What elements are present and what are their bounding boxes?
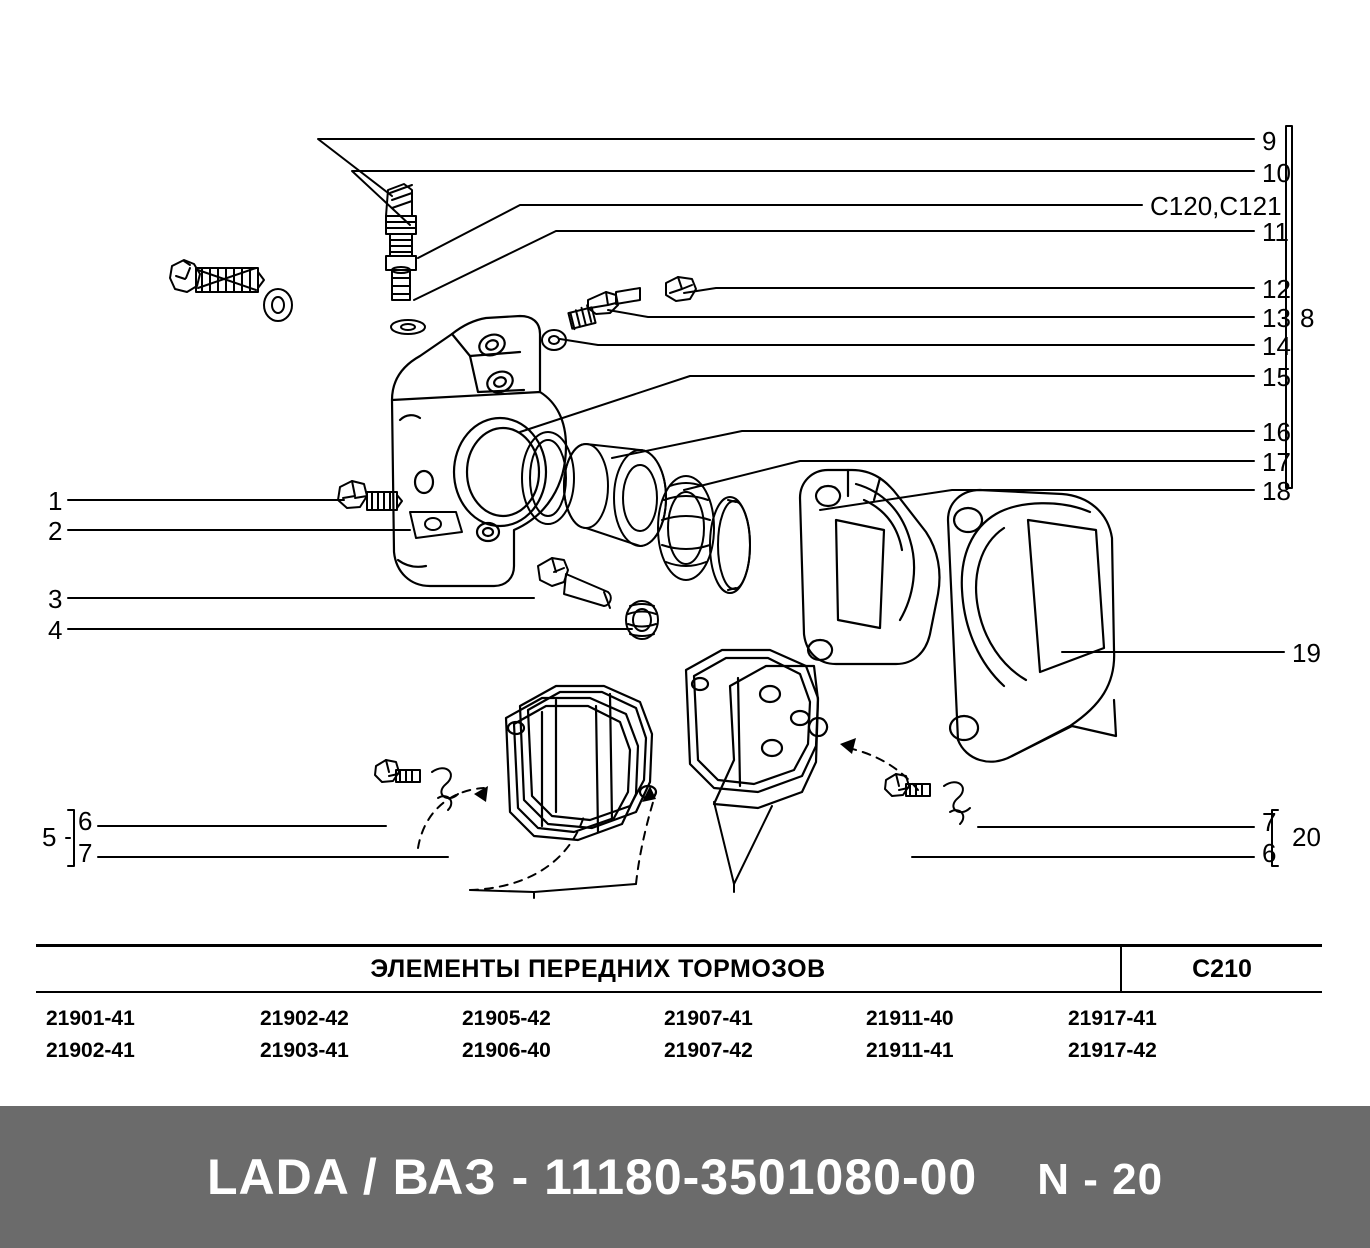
callout-6-right: 6: [1262, 838, 1277, 868]
footer-brand-code: LADA / ВАЗ - 11180-3501080-00: [206, 1149, 978, 1205]
table-row: [36, 1003, 1322, 1035]
part-number: 21903-41: [260, 1039, 349, 1062]
part-number: 21911-40: [866, 1007, 954, 1030]
callout-1: 1: [48, 486, 63, 516]
callout-13: 13: [1262, 303, 1291, 333]
part-number: 21911-41: [866, 1039, 954, 1062]
callout-15: 15: [1262, 362, 1291, 392]
callout-18: 18: [1262, 476, 1291, 506]
parts-table: [36, 944, 1322, 1067]
callout-10: 10: [1262, 158, 1291, 188]
part-number: 21901-41: [46, 1007, 135, 1030]
section-code: C210: [1120, 947, 1322, 991]
callout-3: 3: [48, 584, 63, 614]
table-row: [36, 1035, 1322, 1067]
callout-7-left: 7: [78, 838, 93, 868]
callout-20: 20: [1292, 822, 1321, 852]
part-number: 21917-41: [1068, 1007, 1157, 1030]
callout-2: 2: [48, 516, 63, 546]
callout-7-right: 7: [1262, 807, 1277, 837]
callout-9: 9: [1262, 126, 1277, 156]
callout-5: 5: [42, 822, 57, 852]
table-body: [36, 993, 1322, 1067]
callout-4: 4: [48, 615, 63, 645]
callout-17: 17: [1262, 447, 1291, 477]
callout-19: 19: [1292, 638, 1321, 668]
callout-12: 12: [1262, 274, 1291, 304]
callout-6-left: 6: [78, 806, 93, 836]
callout-11: 11: [1262, 217, 1289, 247]
footer-bar: [0, 1106, 1370, 1248]
part-number: 21917-42: [1068, 1039, 1157, 1062]
table-title-row: [36, 947, 1322, 993]
part-number: 21907-42: [664, 1039, 753, 1062]
footer-content: [207, 1148, 1163, 1206]
part-number: 21906-40: [462, 1039, 551, 1062]
callout-8: 8: [1300, 303, 1315, 333]
part-number: 21905-42: [462, 1007, 551, 1030]
callout-14: 14: [1262, 331, 1291, 361]
part-number: 21902-41: [46, 1039, 135, 1062]
part-number: 21907-41: [664, 1007, 753, 1030]
diagram-title: ЭЛЕМЕНТЫ ПЕРЕДНИХ ТОРМОЗОВ: [370, 954, 826, 983]
callout-c120-c121: C120,C121: [1150, 191, 1282, 221]
footer-page-code: N - 20: [1037, 1155, 1164, 1204]
part-number: 21902-42: [260, 1007, 349, 1030]
callout-16: 16: [1262, 417, 1291, 447]
